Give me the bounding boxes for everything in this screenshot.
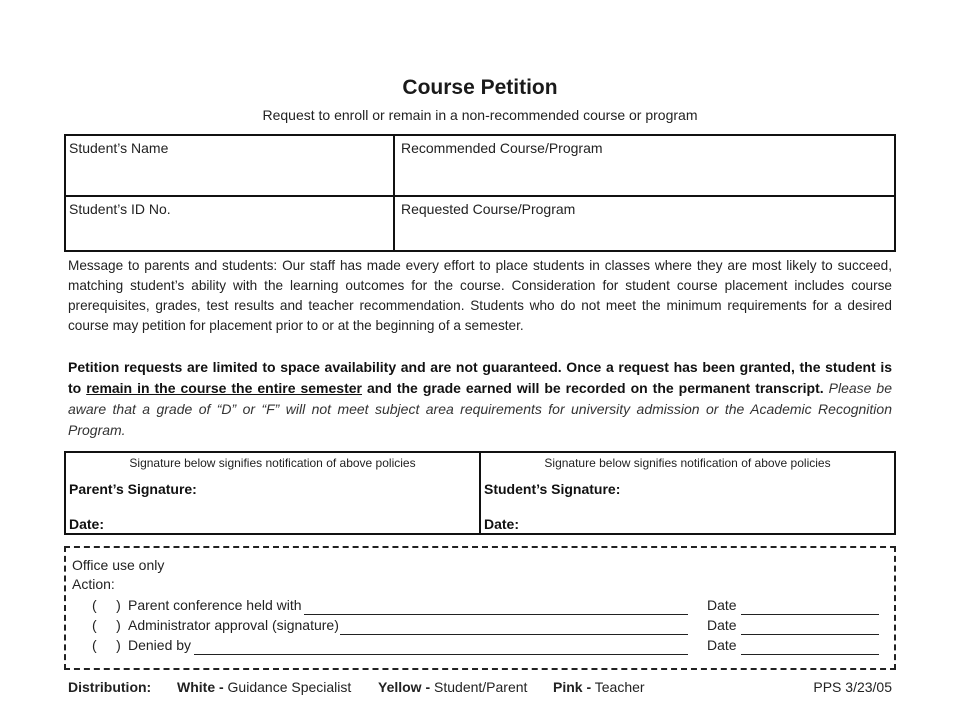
date-line[interactable] (741, 634, 879, 635)
date-line[interactable] (741, 654, 879, 655)
policy-text: Petition requests are limited to space availability and are not guaranteed. Once a request has been granted, the student is to (68, 359, 892, 396)
student-notice: Signature below signifies notification of above policies (544, 456, 831, 470)
checkbox-parent-conference[interactable]: ( ) (92, 597, 121, 613)
blank-line[interactable] (194, 654, 688, 655)
distribution-label: Distribution: (68, 679, 152, 695)
office-use-title: Office use only (72, 557, 165, 573)
form-code: PPS 3/23/05 (813, 679, 892, 695)
date-label: Date (707, 597, 737, 613)
student-signature-field[interactable]: Student’s Signature: (484, 481, 621, 497)
form-title: Course Petition (402, 76, 558, 99)
date-label: Date (707, 637, 737, 653)
action-label: Parent conference held with (128, 597, 302, 613)
policy-statement (68, 357, 892, 441)
student-date-field[interactable]: Date: (484, 516, 520, 532)
parent-signature-field[interactable]: Parent’s Signature: (69, 481, 197, 497)
date-line[interactable] (741, 614, 879, 615)
message-to-parents: Message to parents and students: Our staff has made every effort to place students in classes where they are most likely to succeed, matching student’s ability with the learning outcomes for the course. Consideration for student course placement includes course prerequisites, grades, test results and teacher recommendation. Students who do not meet the minimum requirements for a desired course may petition for placement prior to or at the beginning of a semester. (68, 258, 892, 333)
signature-table (64, 451, 896, 535)
distribution-footer (68, 679, 896, 699)
table-divider (393, 136, 395, 250)
checkbox-admin-approval[interactable]: ( ) (92, 617, 121, 633)
student-info-table (64, 134, 896, 252)
parent-date-field[interactable]: Date: (69, 516, 105, 532)
policy-note: Please be aware that a grade of “D” or “F” will not meet subject area requirements for university admission or the Academic Recognition Program. (68, 380, 893, 438)
action-label: Administrator approval (signature) (128, 617, 339, 633)
policy-underlined-text: remain in the course the entire semester (86, 380, 362, 396)
office-action-label: Action: (72, 576, 115, 592)
distribution-pink: Pink - Teacher (553, 679, 645, 695)
action-label: Denied by (128, 637, 192, 653)
date-label: Date (707, 617, 737, 633)
requested-course-field[interactable]: Requested Course/Program (401, 201, 576, 217)
distribution-white: White - Guidance Specialist (177, 679, 352, 695)
distribution-yellow: Yellow - Student/Parent (378, 679, 528, 695)
form-subtitle: Request to enroll or remain in a non-recommended course or program (262, 107, 698, 123)
student-id-field[interactable]: Student’s ID No. (69, 201, 171, 217)
parent-notice: Signature below signifies notification of above policies (129, 456, 416, 470)
table-divider (66, 195, 894, 197)
recommended-course-field[interactable]: Recommended Course/Program (401, 140, 603, 156)
checkbox-denied[interactable]: ( ) (92, 637, 121, 653)
blank-line[interactable] (304, 614, 688, 615)
policy-text-continued: and the grade earned will be recorded on the permanent transcript. (361, 380, 824, 396)
office-use-box (64, 546, 896, 670)
blank-line[interactable] (340, 634, 688, 635)
student-name-field[interactable]: Student’s Name (69, 140, 169, 156)
